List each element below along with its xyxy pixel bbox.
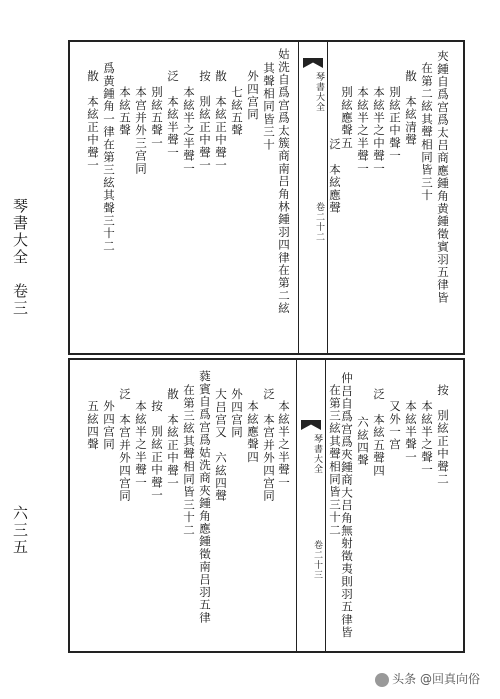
text-column: 六絃四聲 bbox=[356, 416, 370, 467]
watermark-text: 头条 @回真向俗 bbox=[392, 672, 480, 686]
text-column: 本絃半之中聲一 bbox=[372, 86, 386, 175]
band-book-title: 琴書大全 bbox=[314, 72, 324, 112]
text-column: 泛 本宫并外四宫同 bbox=[262, 388, 276, 503]
text-column: 外四宫同 bbox=[230, 388, 244, 439]
text-column: 仲吕自爲宫爲夾鍾商大吕角無射徵夷則羽五律皆 bbox=[340, 372, 354, 639]
text-column: 大吕宫又 六絃四聲 bbox=[214, 388, 228, 503]
text-column: 按 別絃正中聲二 bbox=[436, 384, 450, 486]
page-number: 六三五 bbox=[11, 505, 29, 556]
text-column: 本絃半之半聲一 bbox=[356, 86, 370, 175]
text-column: 五絃四聲 bbox=[86, 400, 100, 451]
text-column: 本絃半之半聲一 bbox=[182, 86, 196, 175]
text-column: 蕤賓自爲宫爲姑洗商夾鍾角應鍾徵南吕羽五律 bbox=[198, 370, 212, 624]
text-column: 泛 本絃應聲 bbox=[328, 138, 342, 215]
fish-tail-mark bbox=[303, 58, 323, 68]
center-band bbox=[298, 42, 328, 353]
text-column: 本絃半聲一 bbox=[404, 400, 418, 464]
text-column: 別絃五聲一 bbox=[150, 86, 164, 150]
text-column: 夾鍾自爲宫爲太吕商應鍾角黄鍾徵賓羽五律皆 bbox=[436, 50, 450, 304]
text-column: 本絃半之聲一 bbox=[420, 400, 434, 477]
text-column: 別絃應聲五 bbox=[340, 86, 354, 150]
top-page-panel bbox=[68, 40, 465, 355]
text-column: 本絃應聲四 bbox=[246, 400, 260, 464]
fish-tail-mark bbox=[301, 420, 321, 430]
text-column: 外四宫同 bbox=[246, 70, 260, 121]
text-column: 在第三絃其聲相同皆三十二 bbox=[182, 384, 196, 537]
band-volume-label: 卷二十三 bbox=[312, 540, 322, 580]
text-column: 按 別絃正中聲一 bbox=[150, 400, 164, 502]
text-column: 散 本絃清聲 bbox=[404, 70, 418, 147]
text-column: 本宫并外三宫同 bbox=[134, 86, 148, 175]
text-column: 別絃正中聲一 bbox=[388, 86, 402, 163]
text-column: 爲黄鍾角一律在第三絃其聲三十二 bbox=[102, 62, 116, 253]
text-column: 外四宫同 bbox=[102, 400, 116, 451]
text-column: 按 別絃正中聲一 bbox=[198, 70, 212, 172]
text-column: 散 本絃正中聲一 bbox=[214, 70, 228, 172]
text-column: 泛 本絃半聲一 bbox=[166, 70, 180, 159]
band-volume-label: 卷二十二 bbox=[314, 202, 324, 242]
text-column: 其聲相同皆三十 bbox=[262, 62, 276, 151]
watermark bbox=[375, 670, 480, 687]
text-column: 散 本絃正中聲一 bbox=[166, 388, 180, 490]
book-title-margin: 琴書大全 卷三 bbox=[11, 198, 29, 317]
bottom-page-panel bbox=[68, 358, 465, 653]
text-column: 泛 本宫并外四宫同 bbox=[118, 388, 132, 503]
text-column: 姑洗自爲宫爲太簇商南吕角林鍾羽四律在第二絃 bbox=[277, 48, 291, 315]
watermark-logo-icon bbox=[375, 673, 389, 687]
text-column: 七絃五聲 bbox=[230, 86, 244, 137]
text-column: 在第三絃其聲相同皆三十二 bbox=[328, 384, 342, 537]
text-column: 又外一宫 bbox=[388, 400, 402, 451]
center-band bbox=[296, 360, 326, 651]
text-column: 本絃半之半聲一 bbox=[277, 400, 291, 489]
text-column: 泛 本絃五聲四 bbox=[372, 388, 386, 477]
text-column: 散 本絃正中聲一 bbox=[86, 70, 100, 172]
band-book-title: 琴書大全 bbox=[312, 434, 322, 474]
text-column: 在第二絃其聲相同皆三十 bbox=[420, 62, 434, 202]
text-column: 本絃五聲 bbox=[118, 86, 132, 137]
text-column: 本絃半之半聲一 bbox=[134, 400, 148, 489]
